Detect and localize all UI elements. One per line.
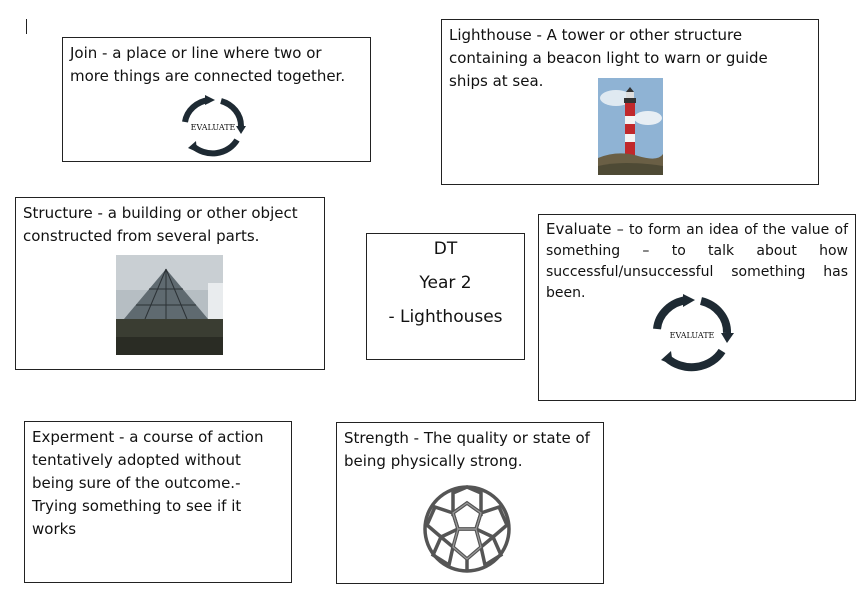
join-term: Join (70, 44, 98, 62)
structure-term: Structure (23, 204, 93, 222)
title-box (366, 233, 525, 360)
strength-definition: - The quality or state of being physically strong. (344, 429, 590, 470)
join-card (62, 37, 371, 162)
structure-text (16, 198, 324, 252)
evaluate-label: EVALUATE (190, 123, 236, 132)
experiment-card (24, 421, 292, 583)
structure-definition: - a building or other object constructed from several parts. (23, 204, 298, 245)
structure-card (15, 197, 325, 370)
strength-card (336, 422, 604, 584)
experiment-term: Experment (32, 428, 115, 446)
strength-term: Strength (344, 429, 409, 447)
lighthouse-card (441, 19, 819, 185)
strength-text (337, 423, 603, 477)
buckyball-image (419, 481, 515, 577)
design-cycle-diagram (175, 94, 251, 160)
title-year: Year 2 (419, 273, 472, 293)
lighthouse-term: Lighthouse (449, 26, 532, 44)
evaluate-label: EVALUATE (669, 331, 715, 340)
evaluate-term: Evaluate (546, 220, 612, 238)
join-definition: - a place or line where two or more things are connected together. (70, 44, 346, 85)
title-dt: DT (433, 239, 458, 259)
evaluate-definition: – to form an idea of the value of something – to talk about how successful/unsuccessful something has been. (546, 222, 848, 301)
join-text (63, 38, 370, 92)
glass-pyramid-photo (116, 255, 223, 355)
evaluate-card (538, 214, 856, 401)
text-cursor (26, 19, 27, 34)
lighthouse-definition: - A tower or other structure containing a beacon light to warn or guide ships at sea. (449, 26, 768, 90)
lighthouse-photo (598, 78, 663, 175)
title-topic: - Lighthouses (388, 307, 503, 327)
experiment-text (25, 422, 291, 545)
experiment-definition: - a course of action tentatively adopted without being sure of the outcome.- Trying something to see if it works (32, 428, 264, 538)
design-cycle-diagram (645, 293, 739, 375)
